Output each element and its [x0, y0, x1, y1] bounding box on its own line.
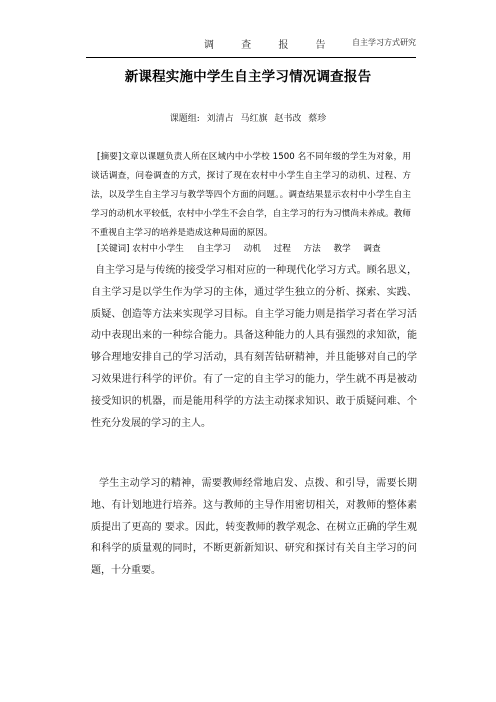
document-title: 新课程实施中学生自主学习情况调查报告 [124, 69, 372, 85]
keyword: 调查 [363, 244, 381, 254]
body-paragraph-2: 学生主动学习的精神，需要教师经常地启发、点拨、和引导，需要长期地、有计划地进行培养。这与教师的主导作用密切相关，对教师的整体素质提出了更高的 要求。因此，转变教师的教学观念、在树立正确的学生观和科学的质量观的同时，不断更新新知识、研究和探讨有关自主学习的问题，十分重要。 [91, 478, 417, 577]
keyword: 动机 [243, 244, 261, 254]
keyword: 方法 [303, 244, 321, 254]
keyword: 过程 [273, 244, 291, 254]
keywords-label: [关键词] [97, 244, 130, 254]
body-paragraph-1: 自主学习是与传统的接受学习相对应的一种现代化学习方式。顾名思义，自主学习是以学生作为学习的主体，通过学生独立的分析、探索、实践、质疑、创造等方法来实现学习目标。自主学习能力则是指学习者在学习活动中表现出来的一种综合能力。具备这种能力的人具有强烈的求知欲，能够合理地安排自己的学习活动，具有刻苦钻研精神，并且能够对自己的学习效果进行科学的评价。有了一定的自主学习的能力，学生就不再是被动接受知识的机器，而是能用科学的方法主动探求知识、敢于质疑问难、个性充分发展的学习的主人。 [91, 265, 417, 429]
header-report-label: 调 查 报 告 [204, 40, 338, 51]
header-divider [86, 57, 416, 58]
keyword: 农村中小学生 [132, 244, 184, 254]
keywords-line [97, 242, 427, 254]
keyword: 自主学习 [196, 244, 231, 254]
abstract-paragraph: [摘要]文章以课题负责人所在区域内中小学校 1500 名不同年级的学生为对象，用谈话调查，问卷调查的方式，探讨了现在农村中小学生自主学习的动机、过程、方法，以及学生自主学习与教学等四个方面的问题。。调查结果显示农村中小学生自主学习的动机水平较低，农村中小学生不会自学，自主学习的行为习惯尚未养成。教师不重视自主学习的培养是造成这种局面的原因。 [91, 152, 411, 239]
keyword: 教学 [333, 244, 351, 254]
author-list: 课题组: 刘清占 马红旗 赵书改 蔡珍 [169, 114, 327, 124]
page-header [86, 33, 416, 55]
header-topic-label: 自主学习方式研究 [352, 38, 416, 47]
